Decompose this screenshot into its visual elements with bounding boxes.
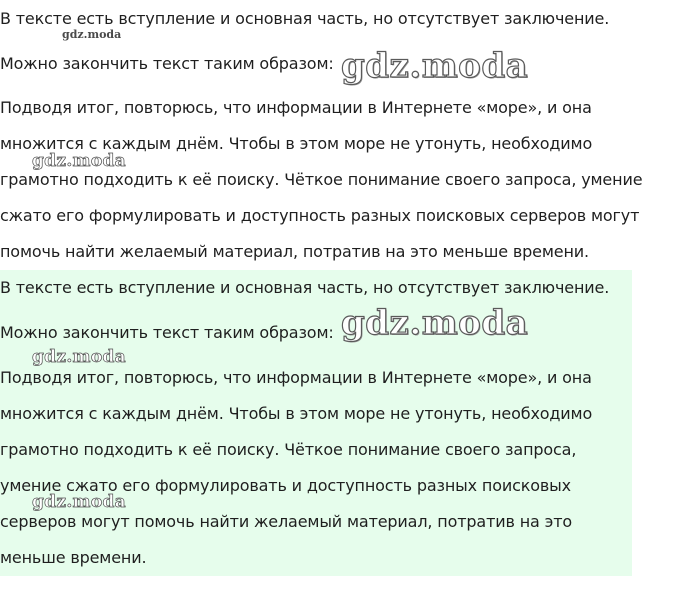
text-line: Можно закончить текст таким образом: <box>0 54 334 73</box>
text-block-highlighted <box>0 270 632 576</box>
text-line: меньше времени. <box>0 548 147 567</box>
watermark: gdz.moda <box>32 347 126 367</box>
watermark: gdz.moda <box>62 28 122 41</box>
text-line: сжато его формулировать и доступность разных поисковых серверов могут <box>0 206 640 225</box>
watermark: gdz.moda <box>341 303 529 343</box>
text-line: умение сжато его формулировать и доступность разных поисковых <box>0 476 571 495</box>
text-line: В тексте есть вступление и основная часть, но отсутствует заключение. <box>0 9 610 28</box>
text-line: Подводя итог, повторюсь, что информации в Интернете «море», и она <box>0 368 592 387</box>
watermark: gdz.moda <box>341 46 529 86</box>
text-line: Можно закончить текст таким образом: <box>0 323 334 342</box>
text-line: серверов могут помочь найти желаемый материал, потратив на это <box>0 512 573 531</box>
text-line: В тексте есть вступление и основная часть, но отсутствует заключение. <box>0 278 610 297</box>
watermark: gdz.moda <box>32 151 126 171</box>
text-line: множится с каждым днём. Чтобы в этом море не утонуть, необходимо <box>0 404 593 423</box>
text-line: помочь найти желаемый материал, потратив на это меньше времени. <box>0 242 589 261</box>
text-line: Подводя итог, повторюсь, что информации в Интернете «море», и она <box>0 98 592 117</box>
text-line: множится с каждым днём. Чтобы в этом море не утонуть, необходимо <box>0 134 593 153</box>
text-line: грамотно подходить к её поиску. Чёткое понимание своего запроса, умение <box>0 170 643 189</box>
text-line: грамотно подходить к её поиску. Чёткое понимание своего запроса, <box>0 440 577 459</box>
watermark: gdz.moda <box>32 492 126 512</box>
